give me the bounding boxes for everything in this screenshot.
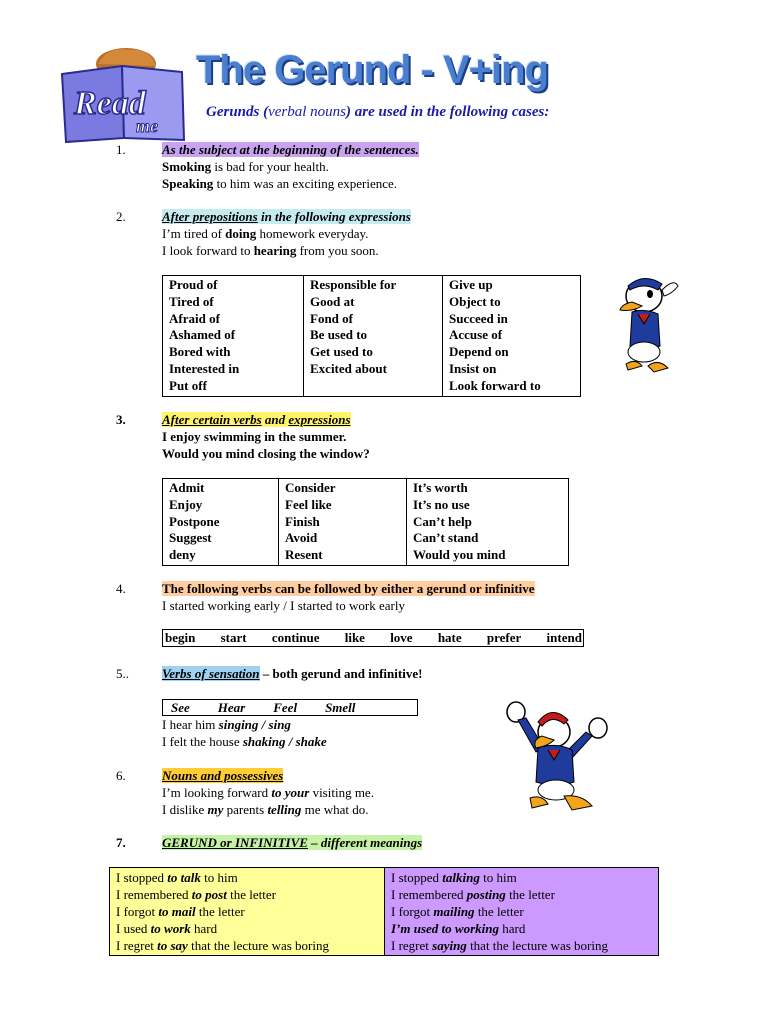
infinitive-row: I forgot to mail the letter xyxy=(116,904,245,919)
section-6-number: 6. xyxy=(116,768,126,783)
section-1-number: 1. xyxy=(116,142,126,157)
donald-duck-cheering-image xyxy=(502,698,610,816)
section-1-heading: As the subject at the beginning of the sentences. xyxy=(162,142,419,157)
section-2-number: 2. xyxy=(116,209,126,224)
gerund-infinitive-comparison-table xyxy=(109,867,659,956)
gerund-or-infinitive-verbs-box: begin start continue like love hate prefer intend xyxy=(162,629,584,647)
gerund-row: I stopped talking to him xyxy=(391,870,517,885)
section-6-example-2: I dislike my parents telling me what do. xyxy=(162,802,369,817)
gerund-row: I’m used to working hard xyxy=(391,921,526,936)
svg-text:Read: Read xyxy=(74,85,146,122)
section-5-example-1: I hear him singing / sing xyxy=(162,717,291,732)
section-3-example-2: Would you mind closing the window? xyxy=(162,446,370,461)
verbs-column-3: It’s worth It’s no use Can’t help Can’t stand Would you mind xyxy=(407,479,569,566)
section-5-example-2: I felt the house shaking / shake xyxy=(162,734,327,749)
verbs-column-2: Consider Feel like Finish Avoid Resent xyxy=(279,479,407,566)
infinitive-column xyxy=(110,868,385,956)
verbs-column-1: Admit Enjoy Postpone Suggest deny xyxy=(163,479,279,566)
prepositions-table xyxy=(162,275,581,397)
section-6-heading: Nouns and possessives xyxy=(162,768,284,783)
gerund-row: I regret saying that the lecture was boring xyxy=(391,938,608,953)
section-4-number: 4. xyxy=(116,581,126,596)
read-me-logo xyxy=(58,44,190,144)
page-subtitle: Gerunds (verbal nouns) are used in the following cases: xyxy=(206,104,550,120)
infinitive-row: I remembered to post the letter xyxy=(116,887,276,902)
donald-duck-saluting-image xyxy=(606,268,686,376)
section-5-heading: Verbs of sensation – both gerund and infinitive! xyxy=(162,666,423,681)
section-7-heading: GERUND or INFINITIVE – different meanings xyxy=(162,835,423,850)
section-2-example-1: I’m tired of doing homework everyday. xyxy=(162,226,369,241)
svg-text:me: me xyxy=(136,116,158,136)
section-4-heading: The following verbs can be followed by either a gerund or infinitive xyxy=(162,581,535,596)
gerund-row: I remembered posting the letter xyxy=(391,887,555,902)
section-3-heading: After certain verbs and expressions xyxy=(162,412,351,427)
section-5-number: 5.. xyxy=(116,666,129,681)
infinitive-row: I used to work hard xyxy=(116,921,218,936)
prepositions-column-2: Responsible for Good at Fond of Be used to Get used to Excited about xyxy=(304,276,443,397)
verbs-expressions-table xyxy=(162,478,569,566)
sensation-verbs-box: See Hear Feel Smell xyxy=(162,699,418,716)
infinitive-row: I stopped to talk to him xyxy=(116,870,238,885)
section-2-heading: After prepositions in the following expressions xyxy=(162,209,411,224)
section-1-example-1: Smoking is bad for your health. xyxy=(162,159,329,174)
book-reader-icon xyxy=(58,44,190,144)
section-1-example-2: Speaking to him was an exciting experience. xyxy=(162,176,398,191)
section-6-example-1: I’m looking forward to your visiting me. xyxy=(162,785,374,800)
section-3-number: 3. xyxy=(116,412,126,427)
page-title: The Gerund - V+ing xyxy=(196,48,549,92)
section-3-example-1: I enjoy swimming in the summer. xyxy=(162,429,347,444)
section-2-example-2: I look forward to hearing from you soon. xyxy=(162,243,379,258)
section-7-number: 7. xyxy=(116,835,126,850)
gerund-column xyxy=(385,868,659,956)
infinitive-row: I regret to say that the lecture was boring xyxy=(116,938,329,953)
section-4-example: I started working early / I started to work early xyxy=(162,598,405,613)
prepositions-column-3: Give up Object to Succeed in Accuse of Depend on Insist on Look forward to xyxy=(443,276,581,397)
gerund-row: I forgot mailing the letter xyxy=(391,904,524,919)
prepositions-column-1: Proud of Tired of Afraid of Ashamed of Bored with Interested in Put off xyxy=(163,276,304,397)
